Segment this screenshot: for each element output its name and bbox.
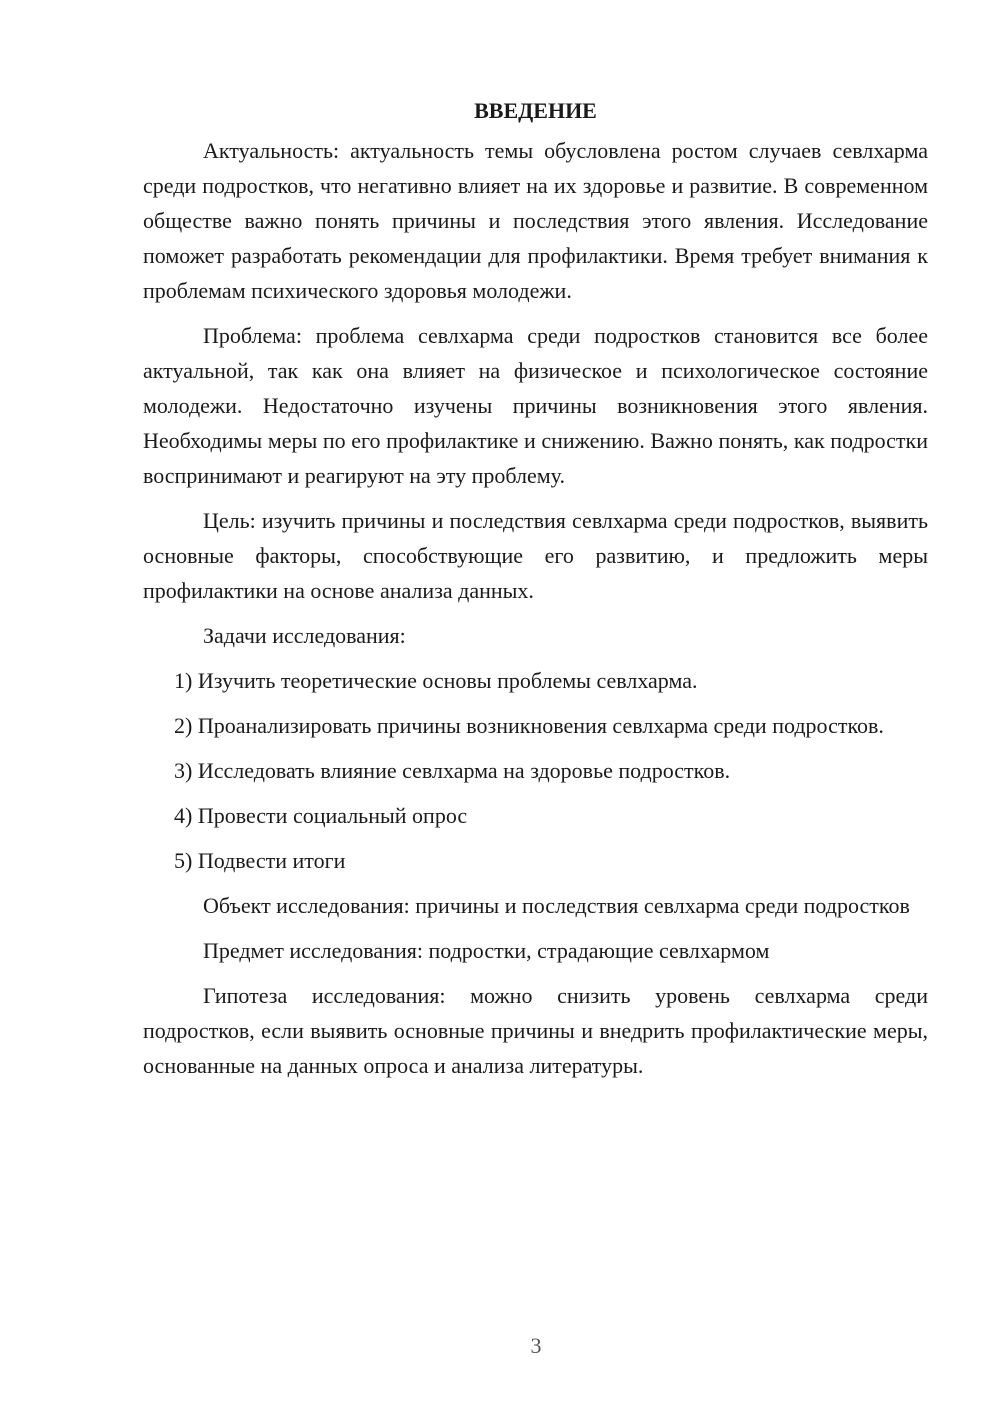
paragraph-hypothesis: Гипотеза исследования: можно снизить уровень севлхарма среди подростков, если выявить основные причины и внедрить профилактические меры, основанные на данных опроса и анализа литературы.: [143, 983, 928, 1078]
paragraph-problem: Проблема: проблема севлхарма среди подростков становится все более актуальной, так как она влияет на физическое и психологическое состояние молодежи. Недостаточно изучены причины возникновения этого явления. Необходимы меры по его профилактике и снижению. Важно понять, как подростки воспринимают и реагируют на эту проблему.: [143, 323, 928, 488]
paragraph-goal: Цель: изучить причины и последствия севлхарма среди подростков, выявить основные факторы, способствующие его развитию, и предложить меры профилактики на основе анализа данных.: [143, 508, 928, 603]
task-item-3: 3) Исследовать влияние севлхарма на здоровье подростков.: [174, 758, 731, 783]
paragraph-subject: Предмет исследования: подростки, страдающие севлхармом: [203, 938, 770, 963]
page-number: 3: [530, 1333, 542, 1358]
task-item-5: 5) Подвести итоги: [174, 848, 346, 873]
document-body: [143, 93, 928, 1093]
task-item-1: 1) Изучить теоретические основы проблемы севлхарма.: [174, 668, 698, 693]
paragraph-relevance: Актуальность: актуальность темы обусловлена ростом случаев севлхарма среди подростков, что негативно влияет на их здоровье и развитие. В современном обществе важно понять причины и последствия этого явления. Исследование поможет разработать рекомендации для профилактики. Время требует внимания к проблемам психического здоровья молодежи.: [143, 138, 928, 303]
task-item-2: 2) Проанализировать причины возникновения севлхарма среди подростков.: [174, 713, 884, 738]
paragraph-object: Объект исследования: причины и последствия севлхарма среди подростков: [203, 893, 910, 918]
task-item-4: 4) Провести социальный опрос: [174, 803, 468, 828]
tasks-heading: Задачи исследования:: [203, 623, 406, 648]
section-title: ВВЕДЕНИЕ: [474, 98, 597, 123]
